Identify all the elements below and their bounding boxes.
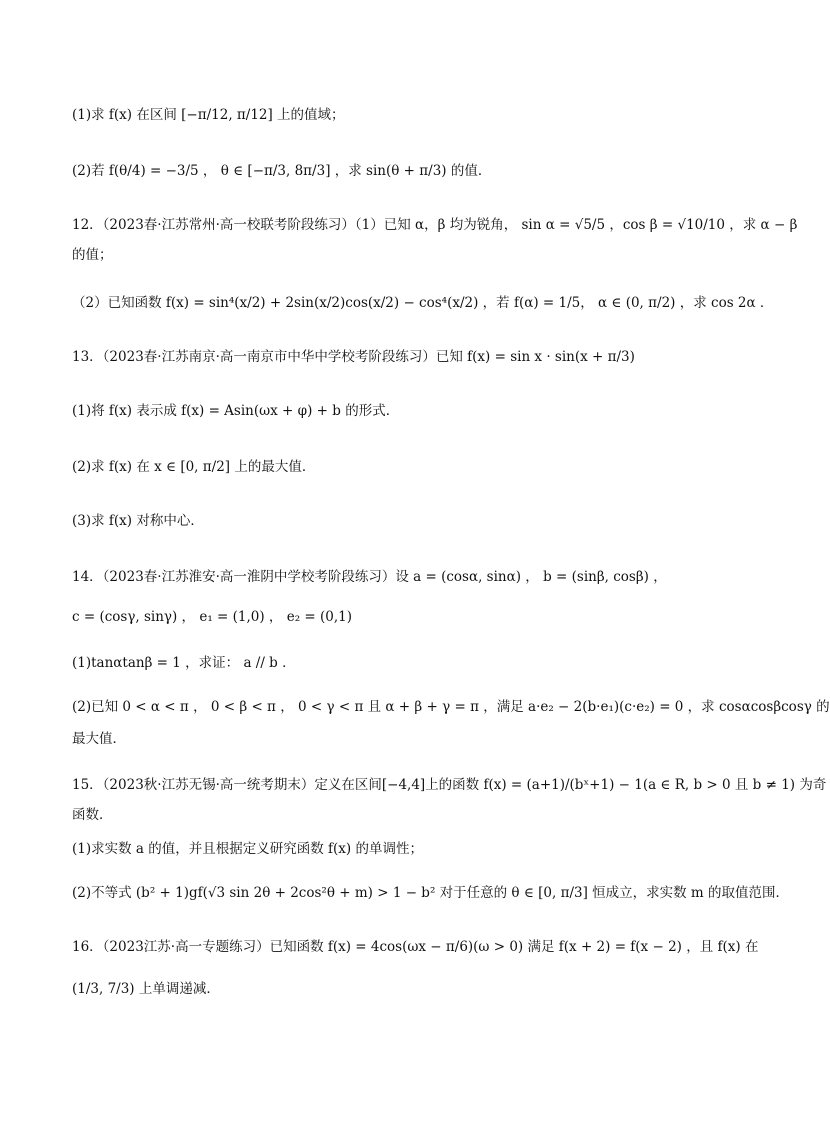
- problem-15-stem: 15．（2023秋·江苏无锡·高一统考期末）定义在区间[−4,4]上的函数 f(x) = (a+1)/(bˣ+1) − 1(a ∈ R, b > 0 且 b ≠ 1) 为奇: [72, 777, 827, 793]
- problem-13-part-1: (1)将 f(x) 表示成 f(x) = Asin(ωx + φ) + b 的形式．: [72, 403, 400, 419]
- problem-14-part-2-continued: 最大值．: [72, 731, 126, 747]
- problem-13-stem: 13．（2023春·江苏南京·高一南京市中华中学校考阶段练习）已知 f(x) = sin x · sin(x + π/3): [72, 349, 635, 365]
- problem-11-part-2: (2)若 f(θ/4) = −3/5 ， θ ∈ [−π/3, 8π/3] ，求 sin(θ + π/3) 的值．: [72, 163, 492, 179]
- problem-12-part-2: （2）已知函数 f(x) = sin⁴(x/2) + 2sin(x/2)cos(x/2) − cos⁴(x/2) ，若 f(α) = 1/5， α ∈ (0, π/2) ，求 cos 2α ．: [72, 295, 774, 311]
- problem-11-part-1: (1)求 f(x) 在区间 [−π/12, π/12] 上的值域；: [72, 107, 345, 123]
- problem-12-stem: 12．（2023春·江苏常州·高一校联考阶段练习）（1）已知 α，β 均为锐角， sin α = √5/5 ，cos β = √10/10 ，求 α − β: [72, 217, 798, 233]
- problem-12-stem-continued: 的值；: [72, 247, 113, 263]
- problem-13-part-3: (3)求 f(x) 对称中心．: [72, 513, 204, 529]
- problem-13-part-2: (2)求 f(x) 在 x ∈ [0, π/2] 上的最大值．: [72, 459, 316, 475]
- problem-15-stem-continued: 函数．: [72, 807, 113, 823]
- problem-15-part-2: (2)不等式 (b² + 1)gf(√3 sin 2θ + 2cos²θ + m) > 1 − b² 对于任意的 θ ∈ [0, π/3] 恒成立，求实数 m 的取值范围．: [72, 885, 790, 901]
- problem-14-stem: 14．（2023春·江苏淮安·高一淮阴中学校考阶段练习）设 a = (cosα, sinα) ， b = (sinβ, cosβ) ，: [72, 569, 667, 585]
- problem-14-part-1: (1)tanαtanβ = 1 ，求证： a // b ．: [72, 655, 296, 671]
- problem-14-stem-continued: c = (cosγ, sinγ) ， e₁ = (1,0) ， e₂ = (0,1): [72, 609, 353, 625]
- problem-16-stem-continued: (1/3, 7/3) 上单调递减．: [72, 981, 220, 997]
- problem-14-part-2: (2)已知 0 < α < π ， 0 < β < π ， 0 < γ < π 且 α + β + γ = π ，满足 a·e₂ − 2(b·e₁)(c·e₂) = 0 ，求 cosαcosβcosγ 的: [72, 699, 830, 715]
- problem-16-stem: 16．（2023江苏·高一专题练习）已知函数 f(x) = 4cos(ωx − π/6)(ω > 0) 满足 f(x + 2) = f(x − 2) ，且 f(x) 在: [72, 939, 759, 955]
- problem-15-part-1: (1)求实数 a 的值，并且根据定义研究函数 f(x) 的单调性；: [72, 841, 423, 857]
